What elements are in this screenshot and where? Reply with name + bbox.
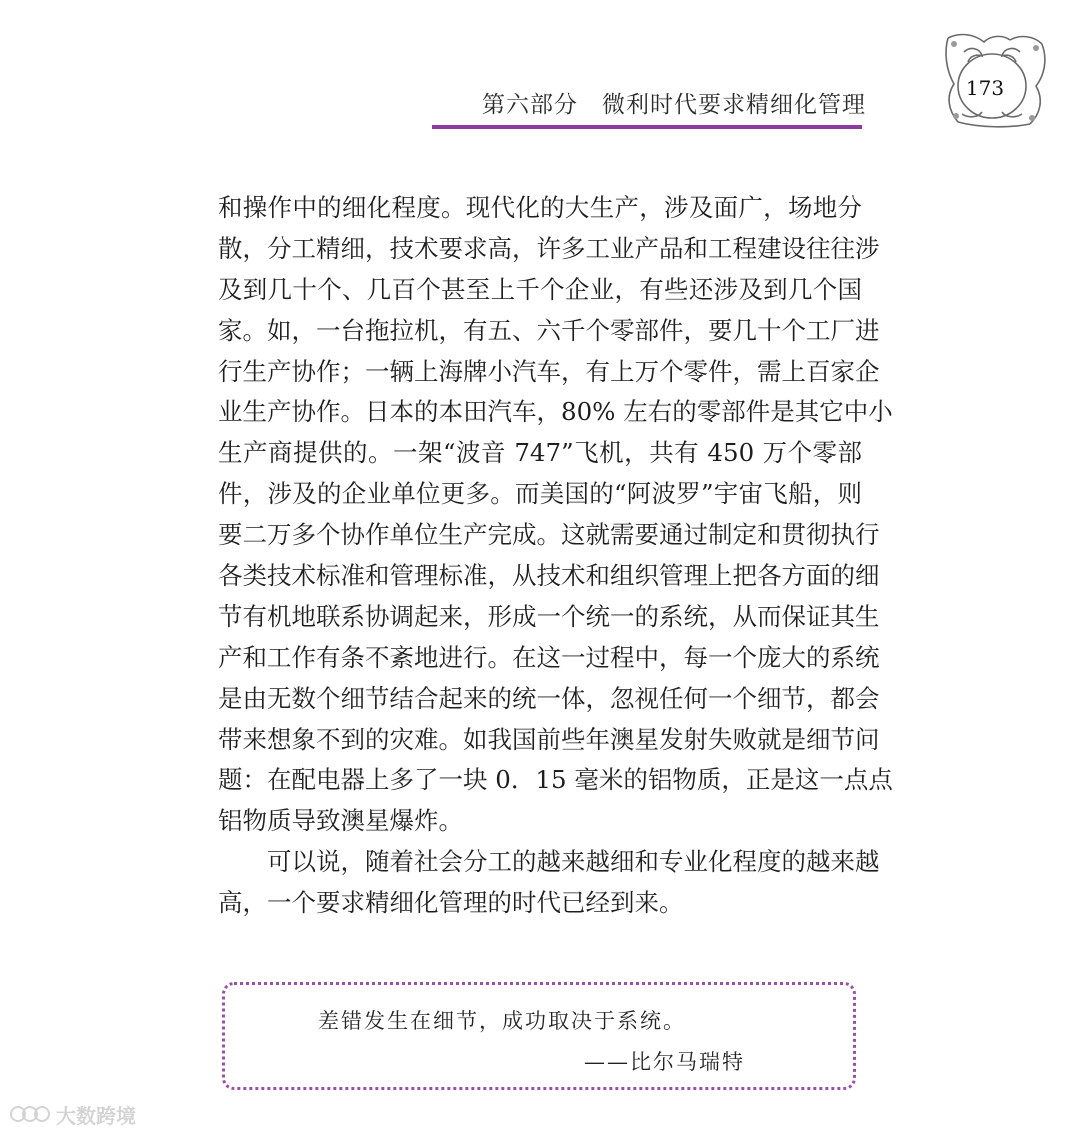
header-divider	[432, 125, 862, 129]
text-line: 业生产协作。日本的本田汽车，80% 左右的零部件是其它中小	[218, 397, 893, 427]
text-line: 节有机地联系协调起来，形成一个统一的系统，从而保证其生	[218, 601, 880, 631]
body-text	[218, 188, 893, 924]
text-line: 高，一个要求精细化管理的时代已经到来。	[218, 888, 684, 918]
text-line: 是由无数个细节结合起来的统一体，忽视任何一个细节，都会	[218, 683, 880, 713]
watermark-logo-icon	[8, 1102, 52, 1126]
text-line: 行生产协作；一辆上海牌小汽车，有上万个零件，需上百家企	[218, 356, 880, 386]
text-line: 题：在配电器上多了一块 0．15 毫米的铝物质，正是这一点点	[218, 765, 893, 795]
text-line: 件，涉及的企业单位更多。而美国的“阿波罗”宇宙飞船，则	[218, 479, 862, 509]
text-line: 铝物质导致澳星爆炸。	[218, 806, 463, 836]
quote-text: 差错发生在细节，成功取决于系统。	[318, 1009, 686, 1033]
text-line: 散，分工精细，技术要求高，许多工业产品和工程建设往往涉	[218, 233, 880, 263]
page-number: 173	[965, 76, 1005, 100]
quote-box	[222, 982, 856, 1090]
text-line: 各类技术标准和管理标准，从技术和组织管理上把各方面的细	[218, 561, 880, 591]
text-line: 带来想象不到的灾难。如我国前些年澳星发射失败就是细节问	[218, 724, 880, 754]
chapter-title: 第六部分 微利时代要求精细化管理	[482, 92, 866, 118]
text-line: 生产商提供的。一架“波音 747”飞机，共有 450 万个零部	[218, 438, 862, 468]
watermark-text: 大数跨境	[56, 1103, 136, 1128]
text-line: 要二万多个协作单位生产完成。这就需要通过制定和贯彻执行	[218, 520, 880, 550]
quote-author: ——比尔马瑞特	[584, 1050, 745, 1074]
text-line: 可以说，随着社会分工的越来越细和专业化程度的越来越	[267, 847, 880, 877]
text-line: 及到几十个、几百个甚至上千个企业，有些还涉及到几个国	[218, 274, 862, 304]
watermark	[8, 1100, 136, 1128]
text-line: 家。如，一台拖拉机，有五、六千个零部件，要几十个工厂进	[218, 315, 880, 345]
text-line: 产和工作有条不紊地进行。在这一过程中，每一个庞大的系统	[218, 642, 880, 672]
text-line: 和操作中的细化程度。现代化的大生产，涉及面广，场地分	[218, 193, 862, 222]
